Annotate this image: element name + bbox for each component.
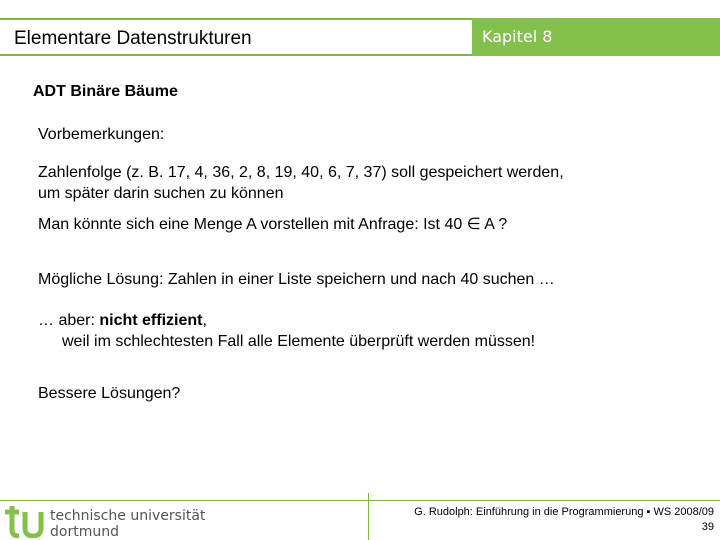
lecture-credit: G. Rudolph: Einführung in die Programmierung ▪ WS 2008/09 (414, 506, 714, 518)
footer-rule (0, 500, 720, 501)
university-name (50, 508, 205, 540)
logo-letter-u (25, 512, 41, 536)
not-efficient-emphasis: nicht effizient (99, 312, 203, 329)
but-suffix: , (202, 312, 207, 329)
chapter-badge (472, 18, 720, 56)
question-text: Bessere Lösungen? (38, 385, 181, 402)
but-prefix: … aber: (38, 312, 100, 329)
tu-logo-icon (2, 504, 46, 538)
solution-text: Mögliche Lösung: Zahlen in einer Liste speichern und nach 40 suchen … (38, 271, 555, 288)
query-text: Man könnte sich eine Menge A vorstellen mit Anfrage: Ist 40 ∈ A ? (38, 216, 508, 233)
reason-line: weil im schlechtesten Fall alle Elemente überprüft werden müssen! (62, 333, 536, 350)
footer-credit (414, 505, 714, 535)
sequence-line-1: Zahlenfolge (z. B. 17, 4, 36, 2, 8, 19, 40, 6, 7, 37) soll gespeichert werden, (38, 164, 564, 181)
university-line-2: dortmund (50, 524, 119, 540)
university-line-1: technische universität (50, 508, 206, 524)
sequence-paragraph (38, 162, 564, 204)
inefficiency-paragraph (38, 310, 535, 352)
chapter-label: Kapitel 8 (482, 27, 553, 46)
inefficiency-line (38, 310, 535, 331)
page-number: 39 (701, 521, 714, 533)
logo-letter-t (5, 506, 19, 536)
footer-divider (368, 493, 369, 540)
intro-text: Vorbemerkungen: (38, 126, 165, 143)
sequence-line-2: um später darin suchen zu können (38, 185, 284, 202)
slide-header (0, 18, 720, 56)
header-title-bar (0, 18, 472, 56)
slide-heading: ADT Binäre Bäume (33, 83, 178, 100)
header-title: Elementare Datenstrukturen (14, 28, 252, 49)
